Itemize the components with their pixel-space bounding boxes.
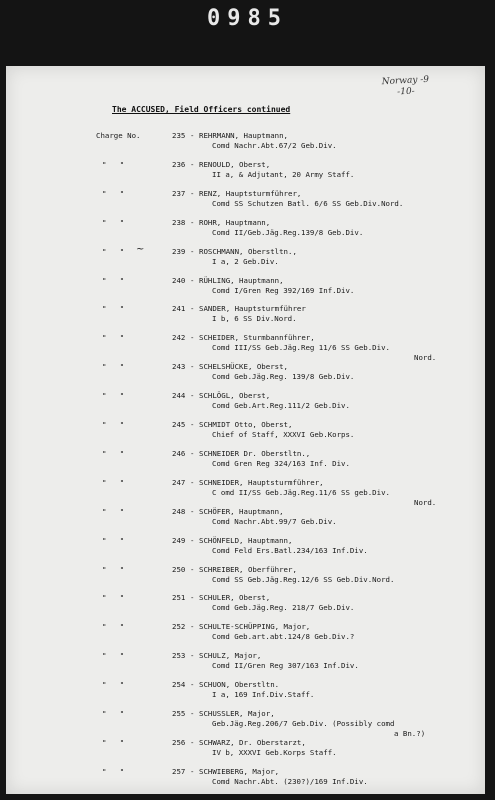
charge-number: 248 [172, 506, 186, 516]
ditto-marks: " " [102, 506, 125, 516]
separator-dash: - [190, 593, 195, 603]
accused-name: SCHÖFER, Hauptmann, [199, 506, 284, 516]
accused-unit: Comd Nachr.Abt.67/2 Geb.Div. [212, 141, 337, 150]
separator-dash: - [190, 737, 195, 747]
ditto-marks: " " [102, 564, 125, 574]
accused-unit: Comd I/Gren Reg 392/169 Inf.Div. [212, 285, 355, 295]
accused-unit: Comd Gren Reg 324/163 Inf. Div. [212, 458, 350, 468]
accused-unit: I a, 169 Inf.Div.Staff. [212, 690, 315, 700]
unit-continuation: Nord. [414, 497, 437, 507]
accused-unit: Comd Geb.Art.Reg.111/2 Geb.Div. [212, 401, 350, 411]
separator-dash: - [190, 159, 195, 169]
ditto-marks: " " [102, 535, 125, 545]
separator-dash: - [190, 564, 195, 574]
charge-number: 238 [172, 217, 186, 227]
charge-number: 257 [172, 766, 186, 776]
accused-name: SCHREIBER, Oberführer, [199, 564, 297, 574]
accused-unit: II a, & Adjutant, 20 Army Staff. [212, 169, 355, 179]
charge-number: 245 [172, 420, 186, 429]
charge-number: 242 [172, 333, 186, 343]
separator-dash: - [190, 362, 195, 372]
ditto-marks: " " [102, 246, 125, 256]
accused-name: RÜHLING, Hauptmann, [199, 275, 284, 285]
charge-number: 255 [172, 709, 186, 718]
accused-name: SCHWARZ, Dr. Oberstarzt, [199, 737, 306, 747]
accused-unit: Comd Geb.art.abt.124/8 Geb.Div.? [212, 632, 355, 642]
accused-unit: Geb.Jäg.Reg.206/7 Geb.Div. (Possibly comd [212, 719, 395, 728]
accused-name: ROHR, Hauptmann, [199, 217, 271, 227]
frame-number: 0985 [207, 6, 288, 31]
accused-name: SCHMIDT Otto, Oberst, [199, 420, 293, 429]
ditto-marks: " " [102, 217, 125, 227]
ditto-marks: " " [102, 651, 125, 661]
charge-number: 240 [172, 275, 186, 285]
separator-dash: - [190, 622, 195, 632]
accused-name: RENZ, Hauptsturmführer, [199, 188, 302, 198]
handwritten-tick-mark: ~ [136, 243, 145, 255]
ditto-marks: " " [102, 448, 125, 458]
annotation-line-1: Norway -9 [381, 74, 429, 88]
ditto-marks: " " [102, 362, 125, 372]
separator-dash: - [190, 766, 195, 776]
charge-number: 254 [172, 680, 186, 690]
accused-unit: Comd II/Geb.Jäg.Reg.139/8 Geb.Div. [212, 227, 364, 237]
ditto-marks: " " [102, 709, 125, 718]
separator-dash: - [190, 188, 195, 198]
ditto-marks: " " [102, 333, 125, 343]
accused-unit: Comd Feld Ers.Batl.234/163 Inf.Div. [212, 545, 368, 555]
accused-unit: Comd II/Gren Reg 307/163 Inf.Div. [212, 661, 359, 671]
charge-number: 236 [172, 159, 186, 169]
annotation-line-2: -10- [396, 86, 415, 98]
accused-name: SCHULTE-SCHÜPPING, Major, [199, 622, 311, 632]
handwritten-annotation [381, 75, 429, 99]
charge-number: 237 [172, 188, 186, 198]
ditto-marks: " " [102, 622, 125, 632]
separator-dash: - [190, 391, 195, 401]
accused-unit: Comd III/SS Geb.Jäg.Reg 11/6 SS Geb.Div. [212, 343, 390, 353]
separator-dash: - [190, 506, 195, 516]
separator-dash: - [190, 217, 195, 227]
accused-unit: Comd Geb.Jäg.Reg. 218/7 Geb.Div. [212, 603, 355, 613]
accused-name: SCHULZ, Major, [199, 651, 262, 661]
separator-dash: - [190, 709, 195, 718]
separator-dash: - [190, 680, 195, 690]
accused-name: SANDER, Hauptsturmführer [199, 304, 306, 314]
accused-unit: Comd SS Geb.Jäg.Reg.12/6 SS Geb.Div.Nord. [212, 574, 395, 584]
ditto-marks: " " [102, 159, 125, 169]
accused-name: SCHUON, Oberstltn. [199, 680, 280, 690]
charge-number: 246 [172, 448, 186, 458]
separator-dash: - [190, 275, 195, 285]
accused-unit: C omd II/SS Geb.Jäg.Reg.11/6 SS geb.Div. [212, 487, 390, 497]
charge-number: 252 [172, 622, 186, 632]
ditto-marks: " " [102, 680, 125, 690]
charge-number: 247 [172, 477, 186, 487]
charge-number: 241 [172, 304, 186, 314]
charge-number: 249 [172, 535, 186, 545]
ditto-marks: " " [102, 420, 125, 429]
unit-continuation: Nord. [414, 353, 437, 363]
ditto-marks: " " [102, 737, 125, 747]
accused-name: SCHELSHÜCKE, Oberst, [199, 362, 288, 372]
ditto-marks: " " [102, 593, 125, 603]
unit-continuation: a Bn.?) [394, 729, 426, 738]
separator-dash: - [190, 131, 195, 140]
separator-dash: - [190, 420, 195, 429]
separator-dash: - [190, 246, 195, 256]
accused-name: SCHÖNFELD, Hauptmann, [199, 535, 293, 545]
charge-number: 251 [172, 593, 186, 603]
document-page [6, 66, 485, 794]
ditto-marks: " " [102, 477, 125, 487]
accused-unit: I b, 6 SS Div.Nord. [212, 314, 297, 324]
accused-name: ROSCHMANN, Oberstltn., [199, 246, 297, 256]
separator-dash: - [190, 477, 195, 487]
separator-dash: - [190, 535, 195, 545]
accused-unit: Comd Nachr.Abt. (230?)/169 Inf.Div. [212, 776, 368, 786]
charge-number: 243 [172, 362, 186, 372]
ditto-marks: " " [102, 766, 125, 776]
separator-dash: - [190, 651, 195, 661]
accused-unit: Comd Nachr.Abt.99/7 Geb.Div. [212, 516, 337, 526]
accused-name: SCHWIEBERG, Major, [199, 766, 280, 776]
ditto-marks: " " [102, 275, 125, 285]
accused-name: SCHEIDER, Sturmbannführer, [199, 333, 315, 343]
accused-name: SCHLÖGL, Oberst, [199, 391, 271, 401]
accused-name: RENOULD, Oberst, [199, 159, 271, 169]
accused-name: SCHNEIDER, Hauptsturmführer, [199, 477, 324, 487]
separator-dash: - [190, 448, 195, 458]
charge-number: 244 [172, 391, 186, 401]
ditto-marks: " " [102, 391, 125, 401]
charge-number: 250 [172, 564, 186, 574]
separator-dash: - [190, 333, 195, 343]
ditto-marks: " " [102, 304, 125, 314]
page-heading: The ACCUSED, Field Officers continued [112, 105, 291, 114]
accused-unit: IV b, XXXVI Geb.Korps Staff. [212, 747, 337, 757]
accused-name: SCHUSSLER, Major, [199, 709, 275, 718]
charge-number: 235 [172, 131, 186, 140]
accused-unit: I a, 2 Geb.Div. [212, 256, 279, 266]
ditto-marks: " " [102, 188, 125, 198]
accused-unit: Comd SS Schutzen Batl. 6/6 SS Geb.Div.Nord. [212, 198, 404, 208]
charge-number: 256 [172, 737, 186, 747]
separator-dash: - [190, 304, 195, 314]
accused-name: SCHULER, Oberst, [199, 593, 271, 603]
accused-name: REHRMANN, Hauptmann, [199, 131, 288, 140]
charge-number: 239 [172, 246, 186, 256]
accused-unit: Chief of Staff, XXXVI Geb.Korps. [212, 430, 355, 439]
charge-label: Charge No. [96, 131, 141, 140]
accused-name: SCHNEIDER Dr. Oberstltn., [199, 448, 311, 458]
accused-unit: Comd Geb.Jäg.Reg. 139/8 Geb.Div. [212, 372, 355, 382]
charge-number: 253 [172, 651, 186, 661]
